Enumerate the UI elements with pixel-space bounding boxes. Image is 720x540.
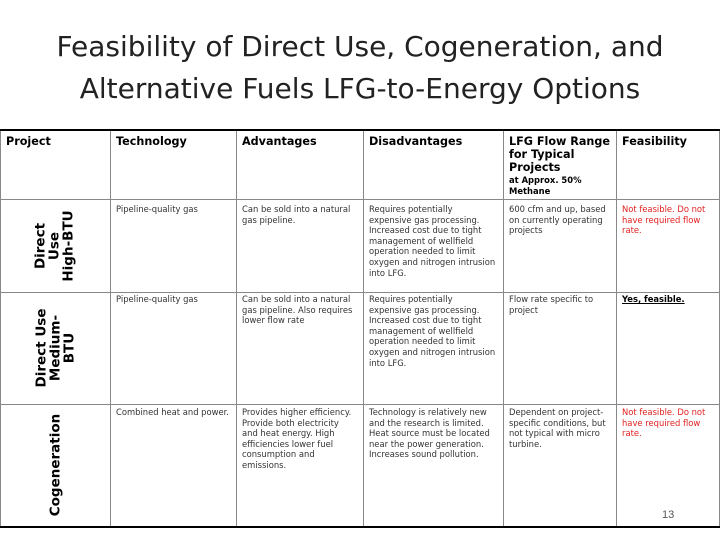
row-label-text: Direct Use Medium- BTU xyxy=(33,308,77,388)
cell-advantages: Can be sold into a natural gas pipeline. xyxy=(242,204,351,225)
cell-disadvantages: Requires potentially expensive gas processing. Increased cost due to tight management of wellfield operation needed to limit oxygen and nitrogen intrusion into LFG. xyxy=(369,204,496,278)
header-feasibility: Feasibility xyxy=(622,135,687,148)
row-label-direct-use-medium-btu xyxy=(0,292,110,404)
header-technology: Technology xyxy=(116,135,187,148)
row-label-text: Cogeneration xyxy=(46,413,63,517)
header-flow-range-label: LFG Flow Range for Typical Projects xyxy=(509,135,610,174)
cell-technology: Combined heat and power. xyxy=(116,407,229,417)
cell-feasibility-feasible: Yes, feasible. xyxy=(622,294,685,304)
cell-technology: Pipeline-quality gas xyxy=(116,294,198,304)
header-flow-range-sub: at Approx. 50% Methane xyxy=(509,175,582,196)
cell-feasibility-not-feasible: Not feasible. Do not have required flow rate. xyxy=(622,204,706,236)
page-number: 13 xyxy=(662,509,675,521)
cell-advantages: Provides higher efficiency. Provide both electricity and heat energy. High efficiencies lower fuel consumption and emissions. xyxy=(242,407,352,470)
cell-feasibility-not-feasible: Not feasible. Do not have required flow rate. xyxy=(622,407,706,439)
cell-flow-range: Flow rate specific to project xyxy=(509,294,594,315)
cell-disadvantages: Technology is relatively new and the research is limited. Heat source must be located near the power generation. Increases sound pollution. xyxy=(369,407,490,460)
cell-technology: Pipeline-quality gas xyxy=(116,204,198,214)
row-label-direct-use-high-btu xyxy=(0,199,110,292)
cell-advantages: Can be sold into a natural gas pipeline. Also requires lower flow rate xyxy=(242,294,353,326)
slide-title: Feasibility of Direct Use, Cogeneration, and Alternative Fuels LFG-to-Energy Options xyxy=(56,30,664,105)
header-project: Project xyxy=(6,135,51,148)
cell-flow-range: Dependent on project-specific conditions, but not typical with micro turbine. xyxy=(509,407,606,449)
cell-disadvantages: Requires potentially expensive gas processing. Increased cost due to tight management of wellfield operation needed to limit oxygen and nitrogen intrusion into LFG. xyxy=(369,294,496,368)
feasibility-table xyxy=(0,129,720,528)
header-disadvantages: Disadvantages xyxy=(369,135,463,148)
row-label-text: Direct Use High-BTU xyxy=(32,209,77,282)
header-advantages: Advantages xyxy=(242,135,317,148)
cell-flow-range: 600 cfm and up, based on currently operating projects xyxy=(509,204,606,236)
header-flow-range xyxy=(503,131,616,199)
row-label-cogeneration xyxy=(0,404,110,526)
